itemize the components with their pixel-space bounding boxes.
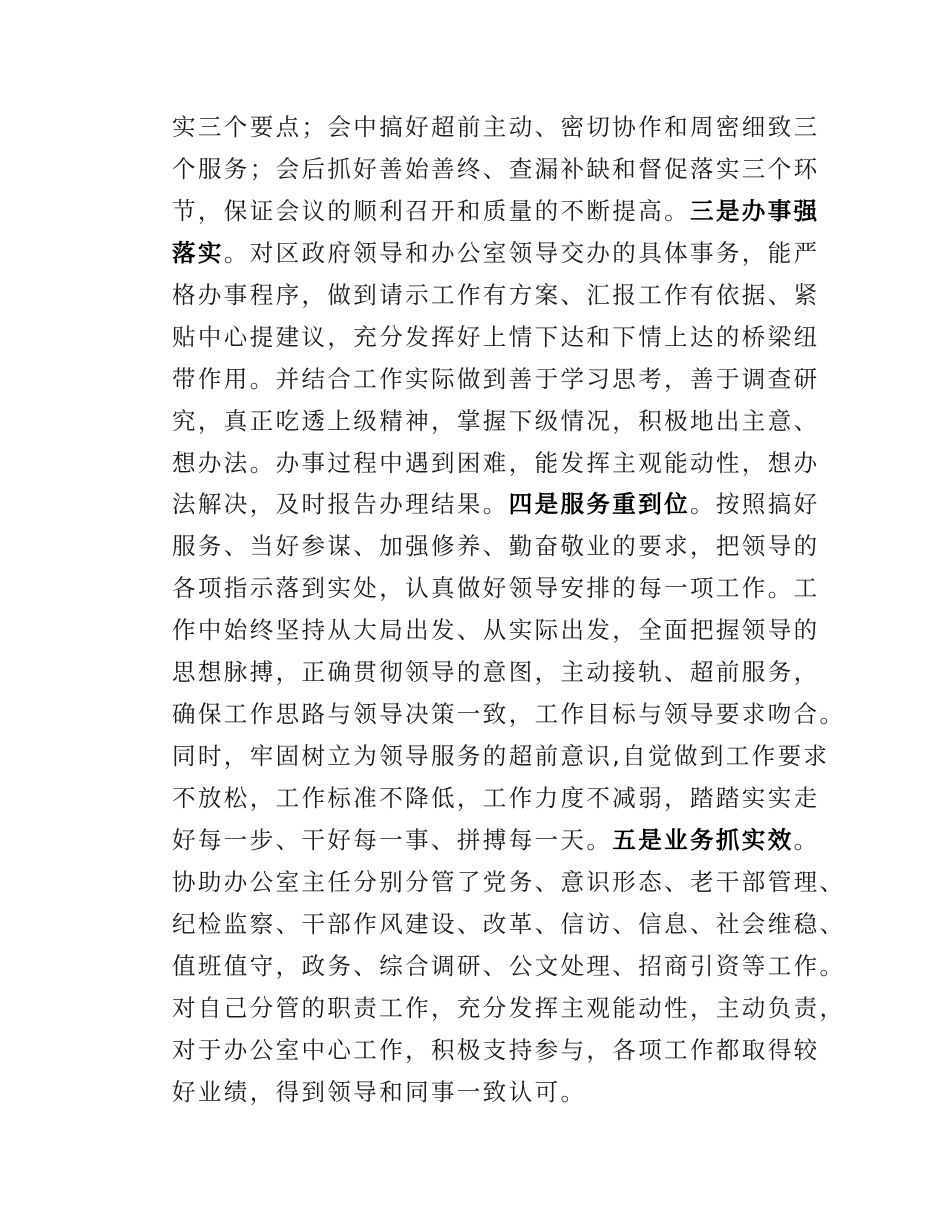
text-line bbox=[172, 191, 820, 233]
body-text: 。按照搞好 bbox=[690, 490, 820, 519]
body-text: 各项指示落到实处，认真做好领导安排的每一项工作。工 bbox=[172, 574, 820, 603]
text-line bbox=[172, 443, 820, 485]
text-line bbox=[172, 484, 820, 526]
body-text: 。对区政府领导和办公室领导交办的具体事务，能严 bbox=[223, 238, 820, 267]
body-text: 同时，牢固树立为领导服务的超前意识,自觉做到工作要求 bbox=[172, 742, 830, 771]
text-line bbox=[172, 233, 820, 275]
body-text: 究，真正吃透上级精神，掌握下级情况，积极地出主意、 bbox=[172, 406, 820, 435]
body-text: 值班值守，政务、综合调研、公文处理、招商引资等工作。 bbox=[172, 951, 846, 980]
body-text: 好业绩，得到领导和同事一致认可。 bbox=[172, 1077, 587, 1106]
body-text: 确保工作思路与领导决策一致，工作目标与领导要求吻合。 bbox=[172, 700, 846, 729]
text-line bbox=[172, 778, 820, 820]
body-text: 不放松，工作标准不降低，工作力度不减弱，踏踏实实走 bbox=[172, 784, 820, 812]
text-line bbox=[172, 317, 820, 359]
body-text: 法解决，及时报告办理结果。 bbox=[172, 490, 509, 519]
text-line bbox=[172, 1072, 812, 1114]
body-text: 贴中心提建议，充分发挥好上情下达和下情上达的桥梁纽 bbox=[172, 322, 820, 351]
text-line bbox=[172, 736, 830, 778]
text-line bbox=[172, 862, 846, 904]
text-line bbox=[172, 275, 820, 317]
body-text: 。 bbox=[793, 825, 820, 854]
text-line bbox=[172, 1030, 820, 1072]
bold-heading-text: 四是服务重到位 bbox=[508, 490, 691, 519]
body-text: 协助办公室主任分别分管了党务、意识形态、老干部管理、 bbox=[172, 867, 846, 896]
body-text: 纪检监察、干部作风建设、改革、信访、信息、社会维稳、 bbox=[172, 909, 846, 938]
text-line bbox=[172, 107, 820, 149]
text-line bbox=[172, 568, 820, 610]
body-text: 好每一步、干好每一事、拼搏每一天。 bbox=[172, 825, 613, 854]
body-text: 带作用。并结合工作实际做到善于学习思考，善于调查研 bbox=[172, 364, 820, 393]
text-line bbox=[172, 652, 820, 694]
text-line bbox=[172, 820, 820, 862]
body-text: 对自己分管的职责工作，充分发挥主观能动性，主动负责， bbox=[172, 993, 846, 1022]
body-text: 思想脉搏，正确贯彻领导的意图，主动接轨、超前服务， bbox=[172, 658, 820, 687]
body-text: 想办法。办事过程中遇到困难，能发挥主观能动性，想办 bbox=[172, 448, 820, 477]
body-text: 作中始终坚持从大局出发、从实际出发，全面把握领导的 bbox=[172, 616, 820, 645]
document-body bbox=[172, 107, 846, 1114]
bold-heading-text: 落实 bbox=[172, 238, 224, 267]
body-text: 个服务；会后抓好善始善终、查漏补缺和督促落实三个环 bbox=[172, 154, 820, 183]
text-line bbox=[172, 694, 846, 736]
body-text: 格办事程序，做到请示工作有方案、汇报工作有依据、紧 bbox=[172, 280, 820, 309]
text-line bbox=[172, 946, 846, 988]
text-line bbox=[172, 149, 820, 191]
text-line bbox=[172, 904, 846, 946]
text-line bbox=[172, 526, 820, 568]
bold-heading-text: 五是业务抓实效 bbox=[612, 825, 794, 854]
bold-heading-text: 三是办事强 bbox=[690, 196, 820, 225]
body-text: 实三个要点；会中搞好超前主动、密切协作和周密细致三 bbox=[172, 113, 820, 141]
body-text: 服务、当好参谋、加强修养、勤奋敬业的要求，把领导的 bbox=[172, 532, 820, 561]
body-text: 节，保证会议的顺利召开和质量的不断提高。 bbox=[172, 196, 690, 225]
body-text: 对于办公室中心工作，积极支持参与，各项工作都取得较 bbox=[172, 1035, 820, 1064]
text-line bbox=[172, 610, 820, 652]
text-line bbox=[172, 401, 820, 443]
text-line bbox=[172, 359, 820, 401]
text-line bbox=[172, 988, 846, 1030]
